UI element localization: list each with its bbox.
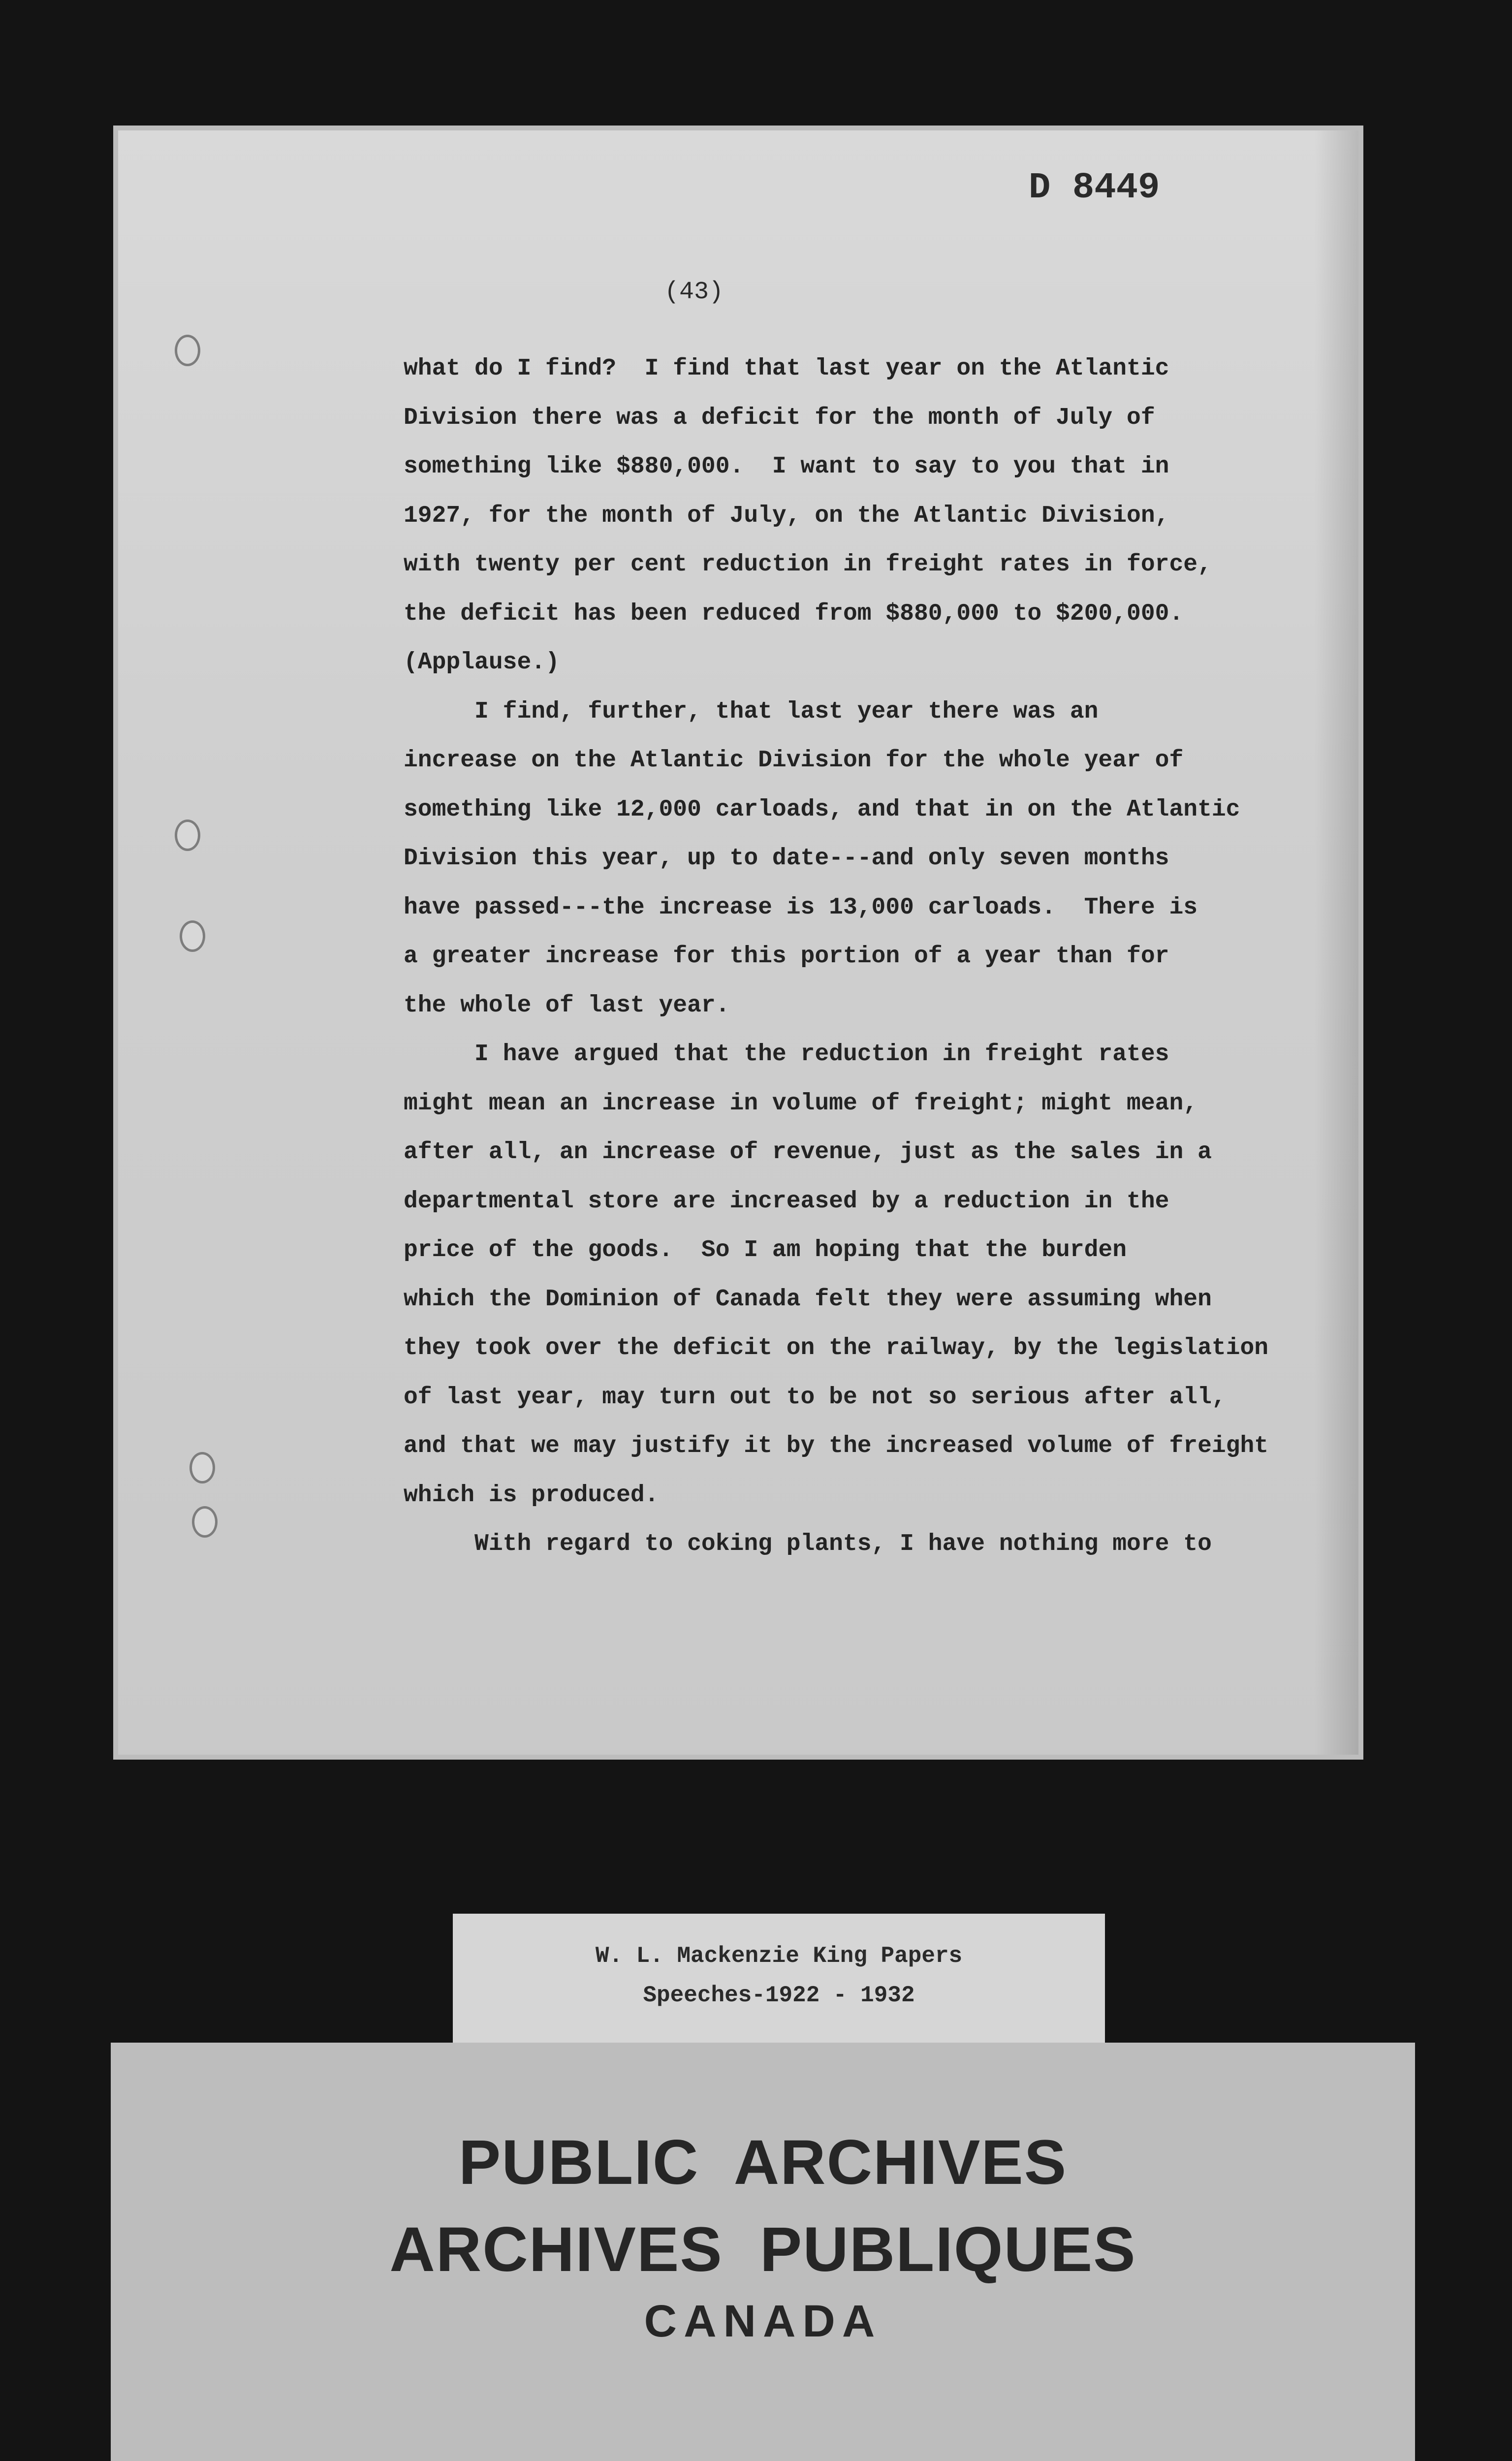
collection-label [453,1914,1105,2049]
archive-stamp-french: ARCHIVES PUBLIQUES [389,2214,1136,2285]
text-line: with twenty per cent reduction in freight rates in force, [404,551,1212,578]
text-line: something like $880,000. I want to say to you that in [404,453,1169,480]
text-line: price of the goods. So I am hoping that the burden [404,1237,1127,1263]
text-line: what do I find? I find that last year on the Atlantic [404,355,1169,382]
punch-hole [192,1506,218,1538]
text-line: might mean an increase in volume of freight; might mean, [404,1090,1198,1117]
text-line: departmental store are increased by a reduction in the [404,1188,1169,1215]
text-line: Division this year, up to date---and only seven months [404,845,1169,872]
text-line: (Applause.) [404,649,560,676]
text-line: Division there was a deficit for the month of July of [404,404,1155,431]
collection-name: W. L. Mackenzie King Papers [595,1943,963,1969]
text-line: something like 12,000 carloads, and that in on the Atlantic [404,796,1240,823]
text-line: and that we may justify it by the increased volume of freight [404,1433,1269,1459]
text-line: the deficit has been reduced from $880,000 to $200,000. [404,600,1184,627]
archive-stamp-country: CANADA [644,2296,882,2346]
page-number: (43) [664,278,724,306]
text-line: I have argued that the reduction in freight rates [404,1041,1169,1068]
archive-stamp-english: PUBLIC ARCHIVES [458,2127,1068,2198]
punch-hole [175,820,200,851]
text-line: have passed---the increase is 13,000 carloads. There is [404,894,1198,921]
text-line: they took over the deficit on the railway, by the legislation [404,1335,1269,1361]
text-line: the whole of last year. [404,992,730,1019]
text-line: of last year, may turn out to be not so serious after all, [404,1384,1226,1411]
text-line: 1927, for the month of July, on the Atlantic Division, [404,502,1169,529]
text-line: after all, an increase of revenue, just as the sales in a [404,1139,1212,1166]
document-id: D 8449 [1029,167,1160,209]
text-line: increase on the Atlantic Division for the whole year of [404,747,1184,774]
punch-hole [175,335,200,366]
archive-stamp [111,2043,1415,2461]
text-line: which the Dominion of Canada felt they were assuming when [404,1286,1212,1313]
text-line: which is produced. [404,1482,659,1509]
text-line: I find, further, that last year there was an [404,698,1099,725]
punch-hole [180,920,205,952]
punch-hole [189,1452,215,1483]
text-line: a greater increase for this portion of a year than for [404,943,1169,970]
speech-text [404,345,1339,1569]
text-line: With regard to coking plants, I have nothing more to [404,1531,1212,1557]
collection-series: Speeches-1922 - 1932 [643,1983,915,2008]
